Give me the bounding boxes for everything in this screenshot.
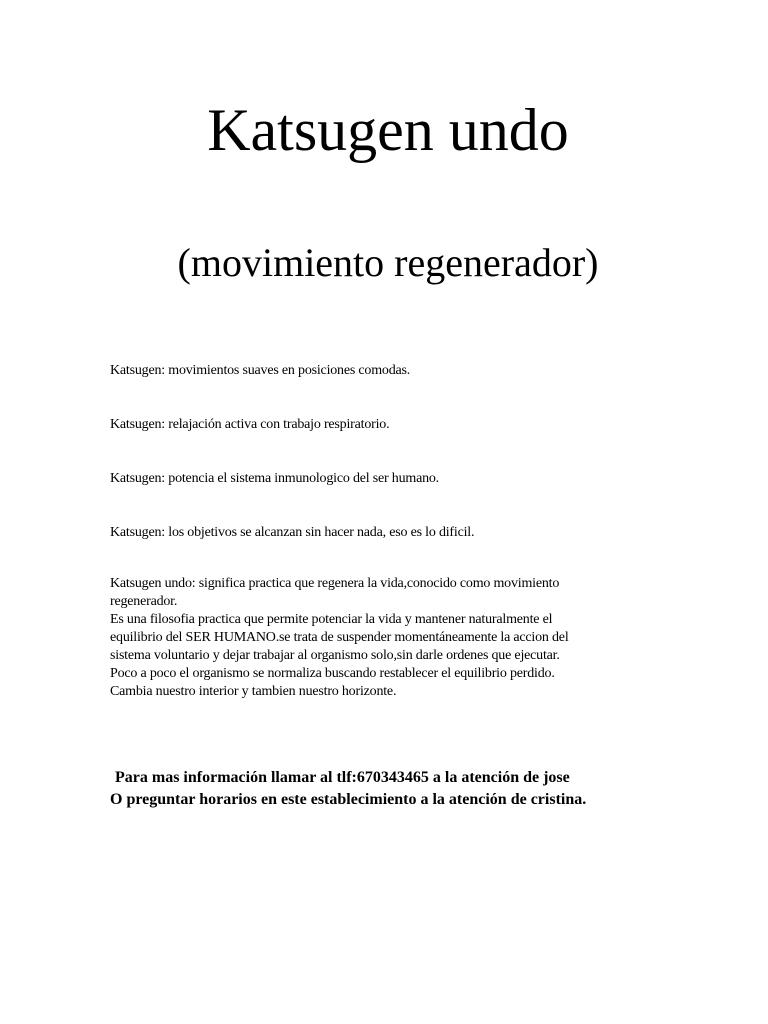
paragraph-line: Katsugen undo: significa practica que regenera la vida,conocido como movimiento bbox=[110, 576, 560, 591]
contact-info bbox=[110, 767, 670, 811]
document-subtitle: (movimiento regenerador) bbox=[177, 240, 599, 285]
paragraph-line: regenerador. bbox=[110, 594, 178, 609]
katsugen-line-1: Katsugen: movimientos suaves en posiciones comodas. bbox=[110, 363, 411, 378]
katsugen-line-3: Katsugen: potencia el sistema inmunologico del ser humano. bbox=[110, 471, 439, 486]
document-title: Katsugen undo bbox=[207, 97, 569, 163]
description-paragraph bbox=[110, 575, 650, 701]
paragraph-line: Poco a poco el organismo se normaliza buscando restablecer el equilibrio perdido. bbox=[110, 666, 555, 681]
katsugen-line-2: Katsugen: relajación activa con trabajo respiratorio. bbox=[110, 417, 390, 432]
contact-phone-line: Para mas información llamar al tlf:670343465 a la atención de jose bbox=[115, 769, 570, 786]
contact-schedule-line: O preguntar horarios en este establecimiento a la atención de cristina. bbox=[110, 791, 587, 808]
paragraph-line: sistema voluntario y dejar trabajar al organismo solo,sin darle ordenes que ejecutar. bbox=[110, 648, 560, 663]
paragraph-line: Cambia nuestro interior y tambien nuestro horizonte. bbox=[110, 684, 397, 699]
katsugen-line-4: Katsugen: los objetivos se alcanzan sin hacer nada, eso es lo dificil. bbox=[110, 525, 475, 540]
paragraph-line: Es una filosofia practica que permite potenciar la vida y mantener naturalmente el bbox=[110, 612, 553, 627]
paragraph-line: equilibrio del SER HUMANO.se trata de suspender momentáneamente la accion del bbox=[110, 630, 569, 645]
